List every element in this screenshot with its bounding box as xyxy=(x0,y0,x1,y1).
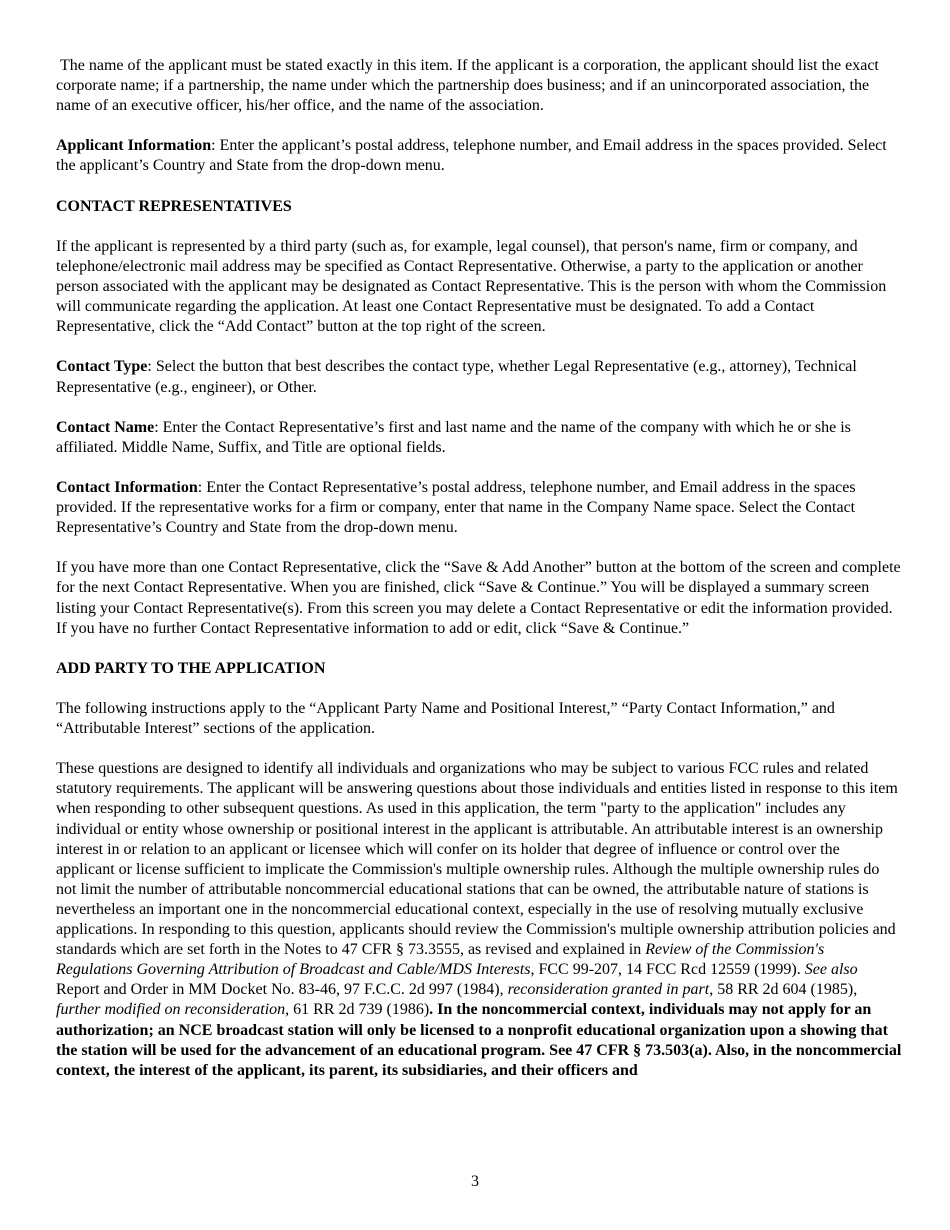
party-body-text-1: These questions are designed to identify all individuals and organizations who may be subject to various FCC rules and related statutory requirements. The applicant will be answering questions about those individuals and entities listed in response to this item when responding to other subsequent questions. As used in this application, the term "party to the application" includes any individual or entity whose ownership or positional interest in the applicant is attributable. An attributable interest is an ownership interest in or relation to an applicant or licensee which will confer on its holder that degree of influence or control over the applicant or license sufficient to implicate the Commission's multiple ownership rules. Although the multiple ownership rules do not limit the number of attributable noncommercial educational stations that can be owned, the attributable nature of stations is nevertheless an important one in the noncommercial educational context, especially in the use of resolving mutually exclusive applications. In responding to this question, applicants should review the Commission's multiple ownership attribution policies and standards which are set forth in the Notes to 47 CFR § 73.3555, as revised and explained in xyxy=(56,760,898,959)
applicant-information-text: : Enter the applicant’s postal address, telephone number, and Email address in the spaces provided. Select the applicant’s Country and State from the drop-down menu. xyxy=(56,137,887,175)
contact-representatives-intro: If the applicant is represented by a third party (such as, for example, legal counsel), that person's name, firm or company, and telephone/electronic mail address may be specified as Contact Representative. Otherwise, a party to the application or another person associated with the applicant may be designated as Contact Representative. This is the person with whom the Commission will communicate regarding the application. At least one Contact Representative must be designated. To add a Contact Representative, click the “Add Contact” button at the top right of the screen. xyxy=(56,237,887,336)
contact-name-paragraph xyxy=(56,418,902,458)
party-body-paragraph xyxy=(56,759,902,1081)
add-party-heading: ADD PARTY TO THE APPLICATION xyxy=(56,659,326,677)
document-page xyxy=(56,56,902,1101)
contact-information-text: : Enter the Contact Representative’s postal address, telephone number, and Email address in the spaces provided. If the representative works for a firm or company, enter that name in the Company Name space. Select the Contact Representative’s Country and State from the drop-down menu. xyxy=(56,478,856,537)
add-party-intro: The following instructions apply to the “Applicant Party Name and Positional Interest,” “Party Contact Information,” and “Attributable Interest” sections of the application. xyxy=(56,700,835,738)
contact-type-paragraph xyxy=(56,357,902,397)
more-contacts-paragraph: If you have more than one Contact Representative, click the “Save & Add Another” button at the bottom of the screen and complete for the next Contact Representative. When you are finished, click “Save & Continue.” You will be displayed a summary screen listing your Contact Representative(s). From this screen you may delete a Contact Representative or edit the information provided. If you have no further Contact Representative information to add or edit, click “Save & Continue.” xyxy=(56,559,901,637)
party-body-citation-3: further modified on reconsideration xyxy=(56,1001,286,1019)
party-body-text-4: , 58 RR 2d 604 (1985), xyxy=(709,981,858,999)
party-body-citation-1: Review of the Commission's Regulations Governing Attribution of Broadcast and Cable/MDS Interests xyxy=(56,941,825,979)
party-body-text-2: , FCC 99-207, 14 FCC Rcd 12559 (1999). xyxy=(530,961,805,979)
page-number: 3 xyxy=(471,1173,479,1190)
contact-name-label: Contact Name xyxy=(56,418,155,436)
applicant-information-paragraph xyxy=(56,136,902,176)
contact-representatives-heading: CONTACT REPRESENTATIVES xyxy=(56,197,292,215)
contact-type-label: Contact Type xyxy=(56,358,148,376)
applicant-name-paragraph: The name of the applicant must be stated exactly in this item. If the applicant is a corporation, the applicant should list the exact corporate name; if a partnership, the name under which the partnership does business; and if an unincorporated association, the name of an executive officer, his/her office, and the name of the association. xyxy=(56,57,879,115)
applicant-information-label: Applicant Information xyxy=(56,137,212,155)
contact-name-text: : Enter the Contact Representative’s first and last name and the name of the company with which he or she is affiliated. Middle Name, Suffix, and Title are optional fields. xyxy=(56,418,851,456)
contact-information-label: Contact Information xyxy=(56,478,198,496)
party-body-see-also: See also xyxy=(804,961,858,979)
contact-type-text: : Select the button that best describes the contact type, whether Legal Representative (e.g., attorney), Technical Representative (e.g., engineer), or Other. xyxy=(56,358,857,396)
party-body-text-3: Report and Order in MM Docket No. 83-46, 97 F.C.C. 2d 997 (1984), xyxy=(56,981,508,999)
party-body-citation-2: reconsideration granted in part xyxy=(507,981,710,999)
party-body-noncommercial-note: . In the noncommercial context, individuals may not apply for an authorization; an NCE broadcast station will only be licensed to a nonprofit educational organization upon a showing that the station will be used for the advancement of an educational program. See 47 CFR § 73.503(a). Also, in the noncommercial context, the interest of the applicant, its parent, its subsidiaries, and their officers and xyxy=(56,1001,902,1079)
contact-information-paragraph xyxy=(56,478,902,538)
party-body-text-5: , 61 RR 2d 739 (1986) xyxy=(285,1001,430,1019)
